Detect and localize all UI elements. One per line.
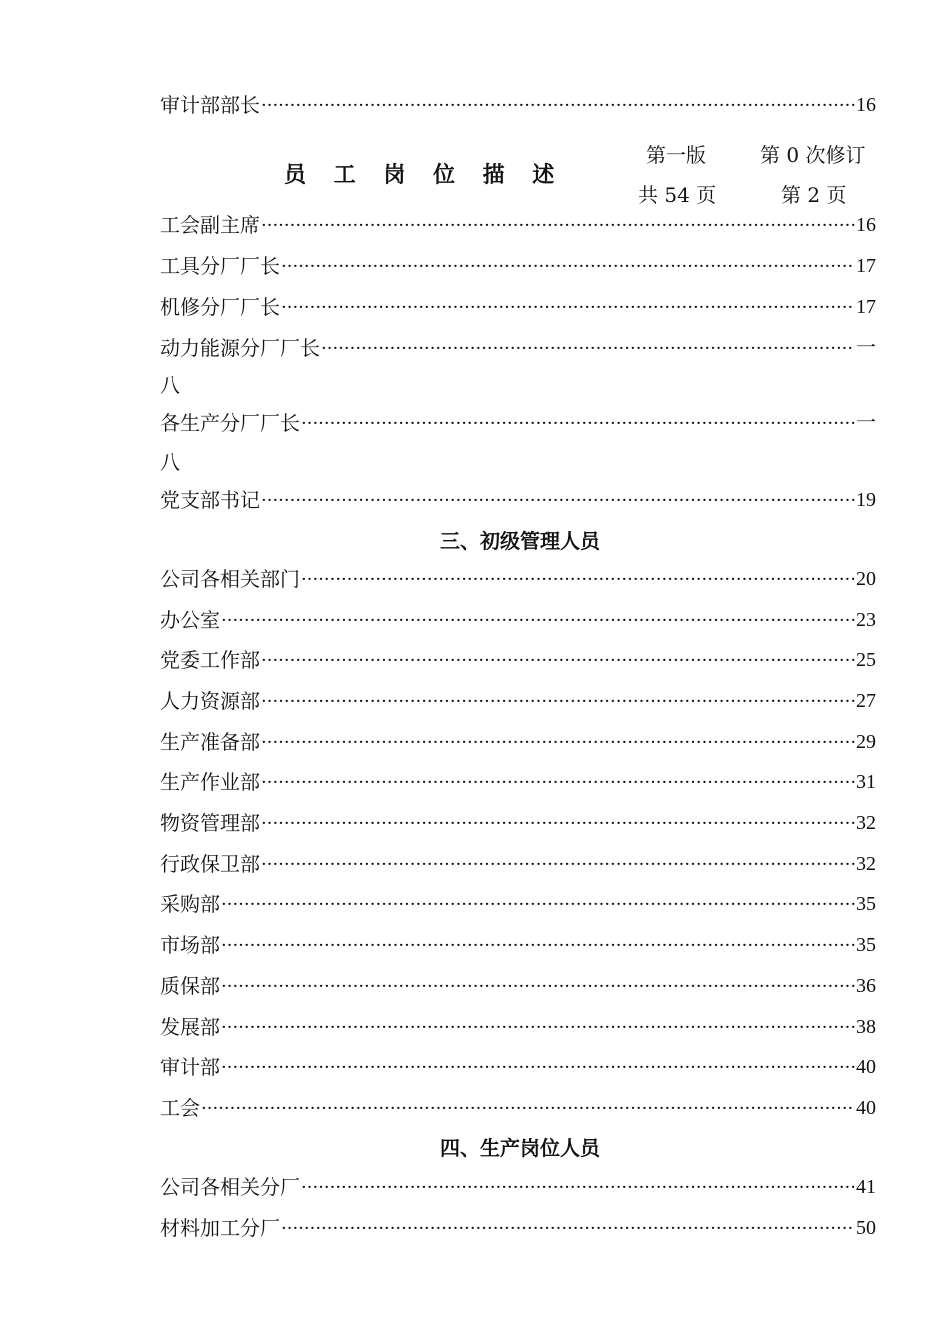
toc-entry-page: 50 — [856, 1217, 876, 1239]
toc-leader-dots — [261, 647, 855, 673]
toc-entry-label: 采购部 — [160, 892, 220, 916]
toc-entry-label: 材料加工分厂 — [160, 1216, 280, 1240]
toc-entry-label: 人力资源部 — [160, 689, 260, 713]
toc-entry-label: 各生产分厂厂长 — [160, 411, 300, 435]
toc-entry-label: 市场部 — [160, 933, 220, 957]
toc-entry[interactable] — [160, 851, 876, 877]
toc-entry-page: 40 — [856, 1097, 876, 1119]
toc-entry-label: 工具分厂厂长 — [160, 254, 280, 278]
toc-leader-dots — [261, 688, 855, 714]
toc-leader-dots — [261, 212, 855, 238]
toc-entry[interactable] — [160, 1215, 876, 1241]
toc-entry[interactable] — [160, 1054, 876, 1080]
toc-entry[interactable] — [160, 335, 876, 361]
toc-leader-dots — [261, 729, 855, 755]
toc-entry-label: 工会副主席 — [160, 213, 260, 237]
toc-entry-label: 动力能源分厂厂长 — [160, 336, 320, 360]
toc-leader-dots — [301, 566, 855, 592]
toc-entry-label: 物资管理部 — [160, 811, 260, 835]
toc-leader-dots — [301, 410, 855, 436]
toc-leader-dots — [261, 487, 855, 513]
toc-entry[interactable] — [160, 688, 876, 714]
toc-entry-page: 25 — [856, 649, 876, 671]
toc-entry[interactable] — [160, 769, 876, 795]
header-edition: 第一版 — [646, 143, 706, 167]
toc-entry[interactable] — [160, 294, 876, 320]
toc-leader-dots — [221, 1054, 855, 1080]
toc-entry-page: 31 — [856, 771, 876, 793]
toc-entry-label: 党委工作部 — [160, 648, 260, 672]
toc-entry[interactable] — [160, 410, 876, 436]
toc-leader-dots — [261, 92, 855, 118]
toc-entry-page: 32 — [856, 853, 876, 875]
toc-entry-label: 公司各相关分厂 — [160, 1175, 300, 1199]
toc-entry-page: 23 — [856, 609, 876, 631]
toc-entry-continuation: 八 — [160, 373, 180, 397]
document-header-title: 员 工 岗 位 描 述 — [284, 162, 565, 188]
toc-entry[interactable] — [160, 92, 876, 118]
toc-leader-dots — [221, 973, 855, 999]
toc-entry-page: 一 — [856, 337, 876, 359]
toc-entry[interactable] — [160, 729, 876, 755]
toc-entry[interactable] — [160, 487, 876, 513]
toc-entry[interactable] — [160, 1174, 876, 1200]
toc-entry-page: 16 — [856, 214, 876, 236]
toc-leader-dots — [261, 769, 855, 795]
header-current-page: 第 2 页 — [781, 183, 847, 207]
toc-entry[interactable] — [160, 607, 876, 633]
toc-entry[interactable] — [160, 566, 876, 592]
toc-entry-page: 19 — [856, 489, 876, 511]
toc-entry[interactable] — [160, 932, 876, 958]
toc-entry-label: 办公室 — [160, 608, 220, 632]
toc-leader-dots — [301, 1174, 855, 1200]
toc-entry-page: 16 — [856, 94, 876, 116]
toc-entry-page: 35 — [856, 934, 876, 956]
toc-entry[interactable] — [160, 973, 876, 999]
toc-entry-label: 审计部部长 — [160, 93, 260, 117]
toc-leader-dots — [321, 335, 855, 361]
toc-leader-dots — [281, 253, 855, 279]
toc-entry-page: 17 — [856, 296, 876, 318]
toc-entry-page: 40 — [856, 1056, 876, 1078]
toc-entry[interactable] — [160, 647, 876, 673]
header-total-pages: 共 54 页 — [638, 183, 717, 207]
toc-entry[interactable] — [160, 212, 876, 238]
toc-entry[interactable] — [160, 1014, 876, 1040]
toc-leader-dots — [281, 1215, 855, 1241]
toc-entry-page: 20 — [856, 568, 876, 590]
toc-entry-page: 17 — [856, 255, 876, 277]
section-heading: 三、初级管理人员 — [440, 529, 600, 553]
toc-entry-page: 35 — [856, 893, 876, 915]
toc-entry-page: 27 — [856, 690, 876, 712]
toc-entry-page: 38 — [856, 1016, 876, 1038]
toc-entry-label: 机修分厂厂长 — [160, 295, 280, 319]
toc-entry-label: 公司各相关部门 — [160, 567, 300, 591]
toc-entry[interactable] — [160, 810, 876, 836]
toc-entry-label: 工会 — [160, 1096, 200, 1120]
toc-entry-page: 41 — [856, 1176, 876, 1198]
toc-entry-page: 一 — [856, 412, 876, 434]
toc-entry-page: 29 — [856, 731, 876, 753]
toc-leader-dots — [221, 607, 855, 633]
toc-entry[interactable] — [160, 891, 876, 917]
toc-entry-page: 36 — [856, 975, 876, 997]
toc-leader-dots — [281, 294, 855, 320]
toc-leader-dots — [261, 851, 855, 877]
toc-leader-dots — [221, 891, 855, 917]
toc-entry-label: 审计部 — [160, 1055, 220, 1079]
toc-leader-dots — [221, 932, 855, 958]
toc-entry-page: 32 — [856, 812, 876, 834]
toc-entry-continuation: 八 — [160, 450, 180, 474]
toc-entry[interactable] — [160, 1095, 876, 1121]
toc-entry-label: 质保部 — [160, 974, 220, 998]
toc-entry-label: 生产准备部 — [160, 730, 260, 754]
section-heading: 四、生产岗位人员 — [440, 1136, 600, 1160]
toc-entry-label: 发展部 — [160, 1015, 220, 1039]
toc-entry-label: 生产作业部 — [160, 770, 260, 794]
toc-leader-dots — [261, 810, 855, 836]
header-revision: 第 0 次修订 — [760, 143, 866, 167]
toc-entry-label: 行政保卫部 — [160, 852, 260, 876]
toc-leader-dots — [221, 1014, 855, 1040]
toc-entry[interactable] — [160, 253, 876, 279]
toc-entry-label: 党支部书记 — [160, 488, 260, 512]
toc-leader-dots — [201, 1095, 855, 1121]
